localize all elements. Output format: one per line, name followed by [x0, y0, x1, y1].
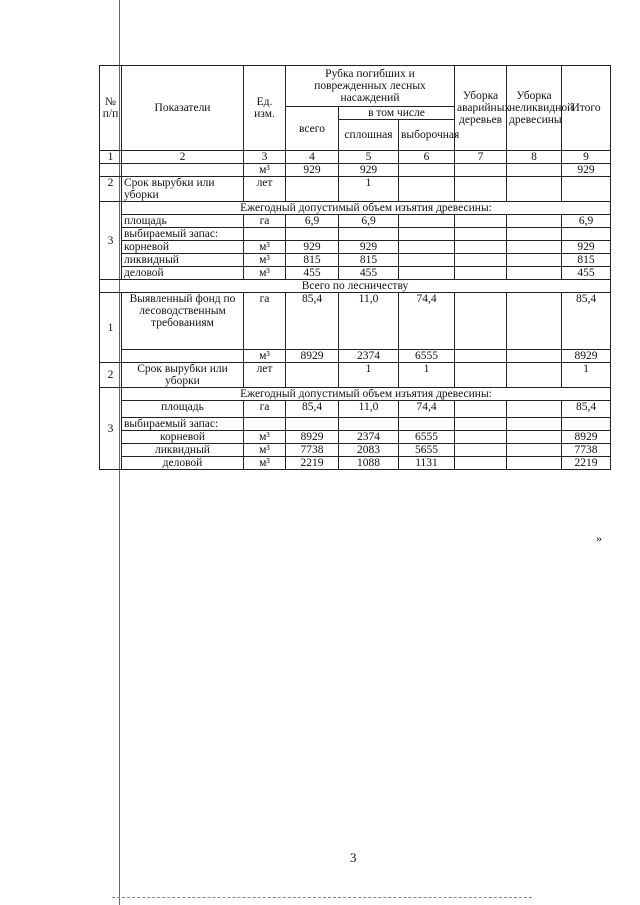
- header-total: всего: [286, 107, 339, 151]
- header-num: № п/п: [100, 66, 122, 151]
- cell-c5: 929: [339, 241, 399, 254]
- cell-c9: 6,9: [562, 215, 611, 228]
- table-row: [100, 215, 611, 228]
- cell-c5: 815: [339, 254, 399, 267]
- colnum-4: 4: [286, 151, 339, 164]
- page-number: 3: [350, 850, 357, 865]
- cell-c9: 7738: [562, 444, 611, 457]
- header-illiquid: Уборка неликвидной древесины: [507, 66, 562, 151]
- cell-c4: 8929: [286, 431, 339, 444]
- table-row: [100, 444, 611, 457]
- header-clear: сплошная: [339, 120, 399, 151]
- table-row: [100, 228, 611, 241]
- header-felling: Рубка погибших и поврежденных лесных насаждений: [286, 66, 455, 107]
- table-row: [100, 241, 611, 254]
- row-num: 2: [100, 177, 122, 202]
- table-row: [100, 177, 611, 202]
- table-row: [100, 388, 611, 401]
- cell-c5: 11,0: [339, 293, 399, 350]
- table-row: [100, 418, 611, 431]
- table-row: [100, 254, 611, 267]
- header-including: в том числе: [339, 107, 455, 120]
- cell-c5: 1: [339, 363, 399, 388]
- cell-c9: 8929: [562, 350, 611, 363]
- row-label: Выявленный фонд по лесоводственным требованиям: [122, 293, 244, 350]
- cell-c4: 7738: [286, 444, 339, 457]
- cell-c5: 1: [339, 177, 399, 202]
- table-row: [100, 267, 611, 280]
- header-itogo: Итого: [562, 66, 611, 151]
- unit-cell: лет: [244, 177, 286, 202]
- header-unit: Ед. изм.: [244, 66, 286, 151]
- cell-c4: 2219: [286, 457, 339, 470]
- unit-cell: м³: [244, 241, 286, 254]
- cell-c5: 1088: [339, 457, 399, 470]
- cell-c6: 6555: [399, 431, 455, 444]
- unit-cell: га: [244, 401, 286, 418]
- row-label: площадь: [122, 401, 244, 418]
- row-num: 2: [100, 363, 122, 388]
- cell-c9: 85,4: [562, 293, 611, 350]
- cell-c6: 74,4: [399, 401, 455, 418]
- colnum-2: 2: [122, 151, 244, 164]
- cell-c9: 1: [562, 363, 611, 388]
- header-row-1: [100, 66, 611, 107]
- cell-c4: 8929: [286, 350, 339, 363]
- unit-cell: м³: [244, 431, 286, 444]
- unit-cell: га: [244, 293, 286, 350]
- cell-c4: 6,9: [286, 215, 339, 228]
- cell-c9: 929: [562, 164, 611, 177]
- header-selective: выборочная: [399, 120, 455, 151]
- table-row: [100, 280, 611, 293]
- cell-c5: 2374: [339, 350, 399, 363]
- table-row: [100, 457, 611, 470]
- cell-c6: 1131: [399, 457, 455, 470]
- cell-c6: 74,4: [399, 293, 455, 350]
- unit-cell: лет: [244, 363, 286, 388]
- cell-c9: 929: [562, 241, 611, 254]
- cell-c4: 929: [286, 164, 339, 177]
- cell-c5: 6,9: [339, 215, 399, 228]
- row-num: 3: [100, 388, 122, 470]
- forest-table: [99, 65, 611, 470]
- row-label: Срок вырубки или уборки: [122, 363, 244, 388]
- cell-c9: 455: [562, 267, 611, 280]
- cell-c5: 2083: [339, 444, 399, 457]
- cell-c9: 815: [562, 254, 611, 267]
- row-label: выбираемый запас:: [122, 418, 244, 431]
- cell-c4: 455: [286, 267, 339, 280]
- cell-c6: 6555: [399, 350, 455, 363]
- colnum-8: 8: [507, 151, 562, 164]
- table-row: [100, 350, 611, 363]
- row-label: ликвидный: [122, 444, 244, 457]
- table-row: [100, 202, 611, 215]
- row-label: Срок вырубки или уборки: [122, 177, 244, 202]
- table-row: [100, 431, 611, 444]
- table-row: [100, 164, 611, 177]
- cell-c4: 929: [286, 241, 339, 254]
- header-emergency: Уборка аварийных деревьев: [455, 66, 507, 151]
- cell-c4: 85,4: [286, 401, 339, 418]
- table-row: [100, 363, 611, 388]
- section-title: Ежегодный допустимый объем изъятия древесины:: [122, 202, 611, 215]
- colnum-5: 5: [339, 151, 399, 164]
- row-num: 3: [100, 202, 122, 280]
- unit-cell: м³: [244, 350, 286, 363]
- unit-cell: м³: [244, 444, 286, 457]
- header-indicators: Показатели: [122, 66, 244, 151]
- section-title-total: Всего по лесничеству: [100, 280, 611, 293]
- unit-cell: м³: [244, 267, 286, 280]
- cell-c9: 8929: [562, 431, 611, 444]
- cell-c5: 11,0: [339, 401, 399, 418]
- table-row: [100, 293, 611, 350]
- colnum-3: 3: [244, 151, 286, 164]
- row-label: деловой: [122, 457, 244, 470]
- cell-c4: 85,4: [286, 293, 339, 350]
- colnum-row: [100, 151, 611, 164]
- cell-c5: 929: [339, 164, 399, 177]
- unit-cell: м³: [244, 254, 286, 267]
- unit-cell: м³: [244, 164, 286, 177]
- row-label: ликвидный: [122, 254, 244, 267]
- unit-cell: га: [244, 215, 286, 228]
- row-label: корневой: [122, 241, 244, 254]
- cell-c9: 2219: [562, 457, 611, 470]
- closing-quote: »: [596, 531, 602, 545]
- cell-c5: 2374: [339, 431, 399, 444]
- row-label: деловой: [122, 267, 244, 280]
- cell-c6: 1: [399, 363, 455, 388]
- section-title: Ежегодный допустимый объем изъятия древесины:: [122, 388, 611, 401]
- bottom-divider: [112, 897, 532, 898]
- table-row: [100, 401, 611, 418]
- cell-c9: 85,4: [562, 401, 611, 418]
- row-label: корневой: [122, 431, 244, 444]
- row-num: 1: [100, 293, 122, 363]
- cell-c5: 455: [339, 267, 399, 280]
- colnum-7: 7: [455, 151, 507, 164]
- cell-c4: 815: [286, 254, 339, 267]
- row-label: площадь: [122, 215, 244, 228]
- unit-cell: м³: [244, 457, 286, 470]
- colnum-9: 9: [562, 151, 611, 164]
- colnum-1: 1: [100, 151, 122, 164]
- colnum-6: 6: [399, 151, 455, 164]
- row-label: выбираемый запас:: [122, 228, 244, 241]
- cell-c6: 5655: [399, 444, 455, 457]
